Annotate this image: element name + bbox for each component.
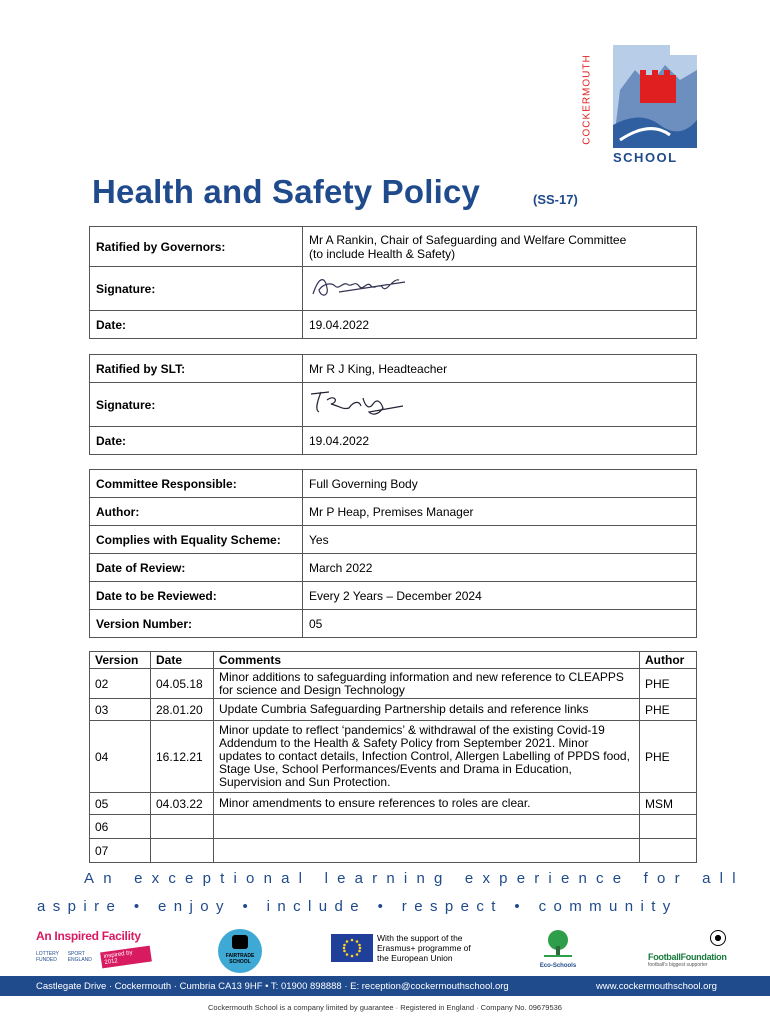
footer-address: Castlegate Drive · Cockermouth · Cumbria CA13 9HF • T: 01900 898888 · E: reception@cockermouthschool.org: [36, 981, 509, 992]
slt-signature: [303, 383, 697, 427]
version-cell: 05: [90, 793, 151, 815]
governors-table: [89, 226, 697, 339]
eco-schools-logo: [538, 928, 578, 968]
policy-code: (SS-17): [533, 192, 578, 207]
inspired-facility-logo: [36, 929, 151, 965]
info-label: Complies with Equality Scheme:: [90, 526, 303, 554]
football-icon: [710, 930, 726, 946]
slt-date-label: Date:: [90, 427, 303, 455]
table-row: [90, 721, 697, 793]
info-label: Version Number:: [90, 610, 303, 638]
comments-cell: Minor update to reflect ‘pandemics’ & withdrawal of the existing Covid-19 Addendum to the Health & Safety Policy from September 2021. Minor updates to contact details, Infection Control, Allergen Labelling of PPDS food, Stage Use, School Performances/Events and Drama in Education, Supervision and Sun Protection.: [214, 721, 640, 793]
fairtrade-school-logo: [218, 929, 262, 973]
inspired-2012-badge: inspired by 2012: [101, 946, 152, 969]
info-label: Committee Responsible:: [90, 470, 303, 498]
governors-date-label: Date:: [90, 311, 303, 339]
governors-ratified-value: [303, 227, 697, 267]
author-header: Author: [640, 652, 697, 669]
author-cell: PHE: [640, 669, 697, 699]
version-table: [89, 651, 697, 863]
eu-flag-icon: [331, 934, 373, 962]
sport-england-text: SPORT ENGLAND: [67, 951, 92, 963]
date-cell: 04.05.18: [151, 669, 214, 699]
eco-schools-text: Eco-Schools: [539, 963, 577, 969]
inspired-facility-text: An Inspired Facility: [36, 929, 141, 943]
school-values: aspire • enjoy • include • respect • community: [37, 898, 678, 915]
info-value: Every 2 Years – December 2024: [303, 582, 697, 610]
football-foundation-text: FootballFoundation: [648, 952, 727, 962]
info-table: [89, 469, 697, 638]
governors-ratified-line2: (to include Health & Safety): [309, 246, 456, 261]
slt-date-value: 19.04.2022: [303, 427, 697, 455]
governors-ratified-label: Ratified by Governors:: [90, 227, 303, 267]
school-logo: [580, 40, 700, 168]
version-cell: 02: [90, 669, 151, 699]
info-label: Author:: [90, 498, 303, 526]
table-row: [90, 839, 697, 863]
comments-cell: Minor additions to safeguarding information and new reference to CLEAPPS for science and Design Technology: [214, 669, 640, 699]
lottery-funded-text: LOTTERY FUNDED: [36, 951, 59, 963]
slt-ratified-label: Ratified by SLT:: [90, 355, 303, 383]
info-label: Date to be Reviewed:: [90, 582, 303, 610]
logo-word-top: COCKERMOUTH: [581, 54, 593, 145]
logo-word-bottom: SCHOOL: [613, 150, 678, 165]
page-title: Health and Safety Policy: [92, 173, 481, 210]
governors-signature-label: Signature:: [90, 267, 303, 311]
comments-cell: [214, 839, 640, 863]
table-row: [90, 815, 697, 839]
info-label: Date of Review:: [90, 554, 303, 582]
info-value: Yes: [303, 526, 697, 554]
version-header: Version: [90, 652, 151, 669]
date-header: Date: [151, 652, 214, 669]
footer-bar: [0, 976, 770, 996]
date-cell: 04.03.22: [151, 793, 214, 815]
fairtrade-mark-icon: [232, 935, 248, 949]
slt-ratified-value: Mr R J King, Headteacher: [303, 355, 697, 383]
governors-ratified-line1: Mr A Rankin, Chair of Safeguarding and Welfare Committee: [309, 232, 627, 247]
slt-signature-label: Signature:: [90, 383, 303, 427]
author-cell: [640, 815, 697, 839]
author-cell: PHE: [640, 699, 697, 721]
version-cell: 07: [90, 839, 151, 863]
info-value: Mr P Heap, Premises Manager: [303, 498, 697, 526]
info-value: 05: [303, 610, 697, 638]
date-cell: 16.12.21: [151, 721, 214, 793]
author-cell: PHE: [640, 721, 697, 793]
date-cell: [151, 815, 214, 839]
fairtrade-text: FAIRTRADE SCHOOL: [225, 953, 255, 965]
version-cell: 06: [90, 815, 151, 839]
erasmus-text: With the support of the Erasmus+ programme of the European Union: [377, 933, 471, 963]
info-value: Full Governing Body: [303, 470, 697, 498]
comments-cell: Update Cumbria Safeguarding Partnership details and reference links: [214, 699, 640, 721]
date-cell: [151, 839, 214, 863]
version-cell: 03: [90, 699, 151, 721]
author-cell: [640, 839, 697, 863]
author-cell: MSM: [640, 793, 697, 815]
footer-legal: Cockermouth School is a company limited by guarantee · Registered in England · Company No. 09679536: [208, 1003, 562, 1012]
comments-cell: [214, 815, 640, 839]
football-foundation-subtext: football's biggest supporter: [648, 962, 708, 968]
table-row: [90, 669, 697, 699]
table-row: [90, 793, 697, 815]
version-cell: 04: [90, 721, 151, 793]
table-row: [90, 699, 697, 721]
football-foundation-logo: [648, 930, 738, 968]
info-value: March 2022: [303, 554, 697, 582]
tagline: An exceptional learning experience for all: [84, 870, 745, 887]
governors-date-value: 19.04.2022: [303, 311, 697, 339]
comments-header: Comments: [214, 652, 640, 669]
governors-signature: [303, 267, 697, 311]
eco-tree-icon: [538, 928, 578, 958]
footer-website[interactable]: www.cockermouthschool.org: [596, 981, 717, 992]
slt-table: [89, 354, 697, 455]
comments-cell: Minor amendments to ensure references to roles are clear.: [214, 793, 640, 815]
date-cell: 28.01.20: [151, 699, 214, 721]
